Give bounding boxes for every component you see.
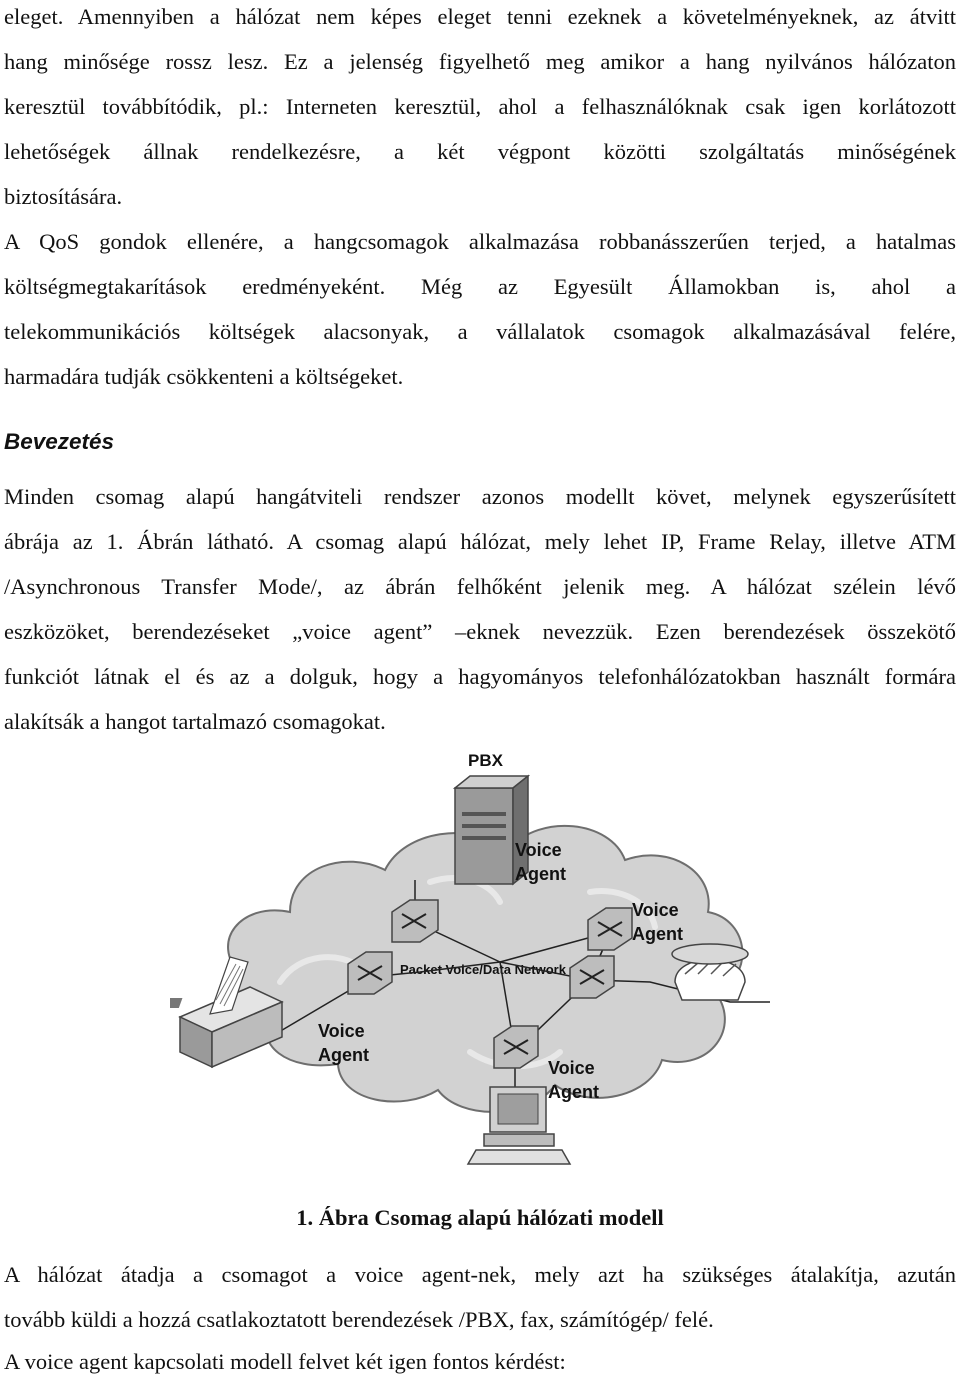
paragraph-4-line-1: A hálózat átadja a csomagot a voice agent-nek, mely azt ha szükséges átalakítja, azután [4, 1262, 956, 1287]
voice-agent-right-label-line1: Voice [632, 900, 679, 920]
voice-agent-bottom-label-line1: Voice [548, 1058, 595, 1078]
paragraph-2-line-1: A QoS gondok ellenére, a hangcsomagok alkalmazása robbanásszerűen terjed, a hatalmas [4, 229, 956, 254]
paragraph-1-line-5: biztosítására. [4, 184, 123, 209]
network-diagram-svg [170, 752, 800, 1172]
paragraph-2-line-2: költségmegtakarítások eredményeként. Még az Egyesült Államokban is, ahol a [4, 274, 956, 299]
voice-agent-top-label-line1: Voice [515, 840, 562, 860]
voice-agent-top-label-line2: Agent [515, 864, 566, 884]
voice-agent-left-label-line1: Voice [318, 1021, 365, 1041]
paragraph-3-line-1: Minden csomag alapú hangátviteli rendszer azonos modellt követ, melynek egyszerűsített [4, 484, 956, 509]
voice-agent-left-label-line2: Agent [318, 1045, 369, 1065]
paragraph-3-line-3: /Asynchronous Transfer Mode/, az ábrán felhőként jelenik meg. A hálózat szélein lévő [4, 574, 956, 599]
voice-agent-bottom-label-line2: Agent [548, 1082, 599, 1102]
paragraph-3-line-4: eszközöket, berendezéseket „voice agent” –eknek nevezzük. Ezen berendezések összekötő [4, 619, 956, 644]
telephone-icon [672, 944, 748, 1000]
paragraph-1-line-2: hang minősége rossz lesz. Ez a jelenség figyelhető meg amikor a hang nyilvános hálózaton [4, 49, 956, 74]
figure-caption: 1. Ábra Csomag alapú hálózati modell [296, 1205, 664, 1230]
paragraph-1-line-4: lehetőségek állnak rendelkezésre, a két végpont közötti szolgáltatás minőségének [4, 139, 956, 164]
paragraph-2-line-3: telekommunikációs költségek alacsonyak, a vállalatok csomagok alkalmazásával felére, [4, 319, 956, 344]
paragraph-4-line-2: tovább küldi a hozzá csatlakoztatott berendezések /PBX, fax, számítógép/ felé. [4, 1307, 714, 1332]
paragraph-3-line-5: funkciót látnak el és az a dolguk, hogy a hagyományos telefonhálózatokban használt formára [4, 664, 956, 689]
paragraph-1-line-1: eleget. Amennyiben a hálózat nem képes eleget tenni ezeknek a követelményeknek, az átvitt [4, 4, 956, 29]
network-diagram [170, 752, 800, 1172]
cloud-label: Packet Voice/Data Network [400, 962, 566, 977]
paragraph-2-line-4: harmadára tudják csökkenteni a költségeket. [4, 364, 404, 389]
voice-agent-right-label-line2: Agent [632, 924, 683, 944]
paragraph-1-line-3: keresztül továbbítódik, pl.: Interneten keresztül, ahol a felhasználóknak csak igen korlátozott [4, 94, 956, 119]
section-heading: Bevezetés [4, 429, 115, 454]
paragraph-4-line-3: A voice agent kapcsolati modell felvet két igen fontos kérdést: [4, 1349, 566, 1374]
paragraph-3-line-2: ábrája az 1. Ábrán látható. A csomag alapú hálózat, mely lehet IP, Frame Relay, illetve ATM [4, 529, 956, 554]
paragraph-3-line-6: alakítsák a hangot tartalmazó csomagokat. [4, 709, 386, 734]
pbx-label: PBX [468, 752, 503, 770]
